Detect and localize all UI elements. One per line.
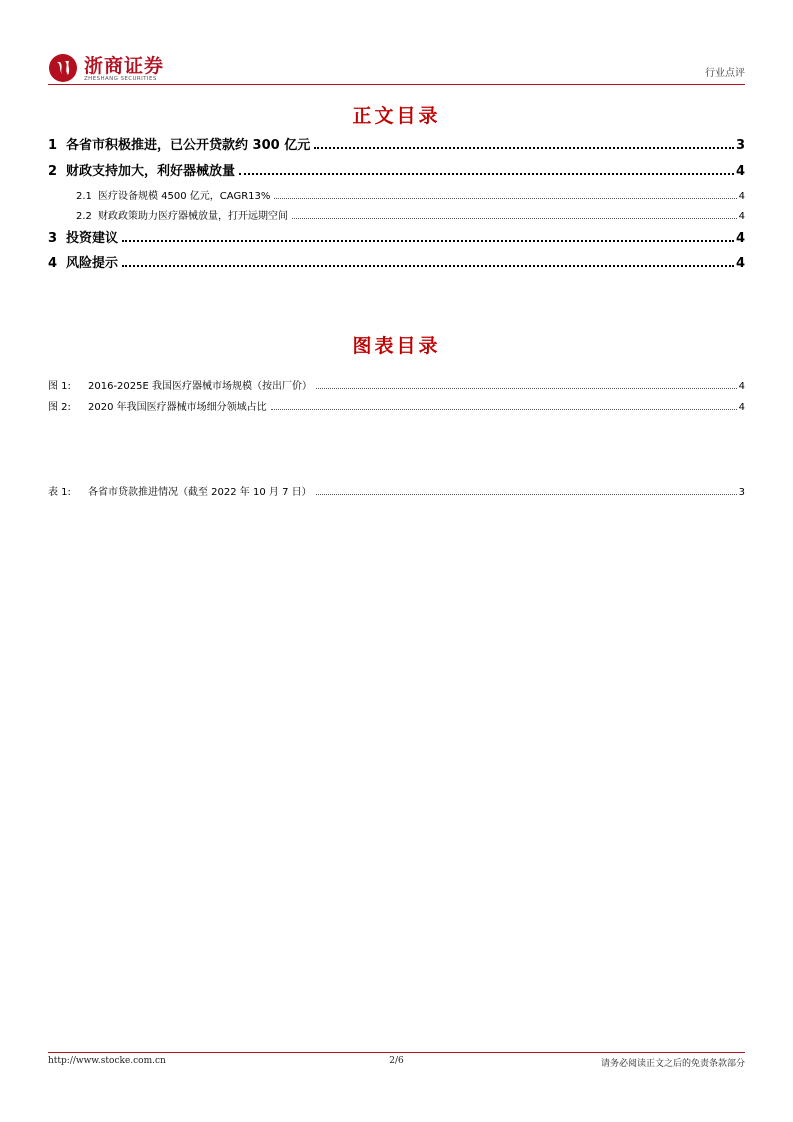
toc-entry-page: 4 — [735, 256, 745, 271]
zheshang-logo-icon — [48, 53, 78, 83]
figure-entry[interactable] — [48, 377, 745, 392]
toc-subentry[interactable] — [76, 187, 745, 202]
toc-entry-title: 医疗设备规模 4500 亿元，CAGR13% — [98, 191, 271, 202]
toc-leader-dots — [122, 264, 734, 267]
figures-title: 图表目录 — [352, 335, 441, 357]
toc-entry-page: 4 — [738, 211, 745, 222]
toc-entry-page: 3 — [735, 138, 745, 153]
toc-entry-title: 投资建议 — [66, 231, 119, 246]
toc-entry-title: 财政政策助力医疗器械放量，打开远期空间 — [98, 211, 288, 222]
toc-leader-dots — [316, 387, 737, 389]
toc-entry-page: 4 — [735, 164, 745, 179]
toc-entry[interactable] — [48, 134, 745, 153]
toc-leader-dots — [122, 239, 734, 242]
toc-leader-dots — [314, 146, 734, 149]
figure-entry[interactable] — [48, 398, 745, 413]
toc-entry[interactable] — [48, 227, 745, 246]
table-entry[interactable] — [48, 483, 745, 498]
toc-leader-dots — [316, 493, 737, 495]
table-entry-title: 各省市贷款推进情况（截至 2022 年 10 月 7 日） — [88, 487, 312, 498]
toc-entry-number: 1 — [48, 138, 58, 153]
figure-entry-page: 4 — [738, 381, 745, 392]
toc-entry-number: 2.2 — [76, 211, 92, 222]
brand-name-en: ZHESHANG SECURITIES — [84, 76, 157, 82]
brand-name: 浙商证券 — [84, 55, 165, 77]
toc-subentry[interactable] — [76, 207, 745, 222]
toc-leader-dots — [271, 408, 737, 410]
footer-url-link[interactable]: http://www.stocke.com.cn — [48, 1056, 166, 1066]
toc-entry-page: 4 — [738, 191, 745, 202]
page-number: 2/6 — [389, 1056, 404, 1066]
toc-entry[interactable] — [48, 160, 745, 179]
figure-entry-page: 4 — [738, 402, 745, 413]
disclaimer-notice: 请务必阅读正文之后的免责条款部分 — [600, 1059, 745, 1069]
brand-logo — [48, 50, 178, 86]
toc-entry-title: 风险提示 — [66, 256, 119, 271]
figure-entry-number: 图 2: — [48, 402, 71, 413]
table-entry-page: 3 — [738, 487, 745, 498]
figure-entry-number: 图 1: — [48, 381, 71, 392]
page-header — [48, 50, 745, 86]
table-entry-number: 表 1: — [48, 487, 71, 498]
toc-entry-page: 4 — [735, 231, 745, 246]
toc-leader-dots — [274, 197, 736, 199]
report-type: 行业点评 — [705, 68, 745, 79]
toc-leader-dots — [239, 172, 734, 175]
toc-entry-number: 4 — [48, 256, 58, 271]
toc-leader-dots — [292, 217, 737, 219]
header-divider — [48, 84, 745, 85]
toc-title: 正文目录 — [352, 105, 441, 127]
toc-entry-number: 2.1 — [76, 191, 92, 202]
footer-divider — [48, 1052, 745, 1053]
toc-entry[interactable] — [48, 252, 745, 271]
toc-entry-title: 财政支持加大，利好器械放量 — [66, 164, 236, 179]
figure-entry-title: 2020 年我国医疗器械市场细分领域占比 — [88, 402, 267, 413]
toc-entry-number: 2 — [48, 164, 58, 179]
figure-entry-title: 2016-2025E 我国医疗器械市场规模（按出厂价） — [88, 381, 313, 392]
toc-entry-title: 各省市积极推进，已公开贷款约 300 亿元 — [66, 138, 311, 153]
toc-entry-number: 3 — [48, 231, 58, 246]
